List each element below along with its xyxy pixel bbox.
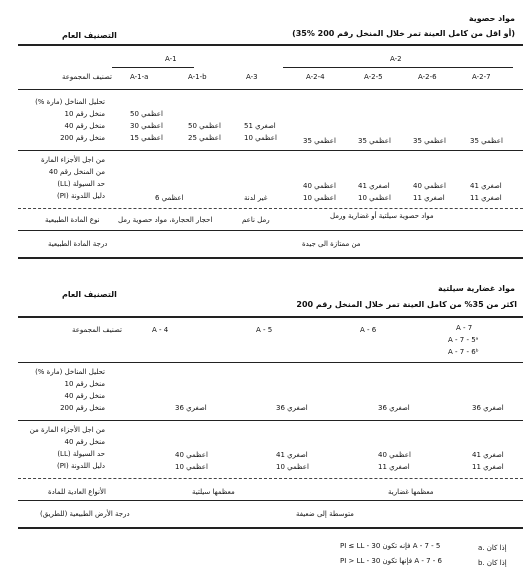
type-label: الأنواع العادية للمادة [48,488,106,496]
group-a25: A-2-5 [364,73,383,81]
table2-top-rule [18,316,523,318]
rating-label: درجة المادة الطبيعية [48,240,108,248]
group-a7: A - 7 [456,324,473,332]
material-a2: مواد حصوية سيلتية أو غضارية ورمل [330,212,434,220]
row-divider [18,500,523,501]
t2-rating-label: درجة الأرض الطبيعية (للطريق) [40,510,130,518]
header-a2: A-2 [390,55,402,63]
material-a1: احجار الحجارة، مواد حصوية رمل [118,216,213,224]
a25-ll: اصغري 41 [358,182,390,190]
a27-sieve-200: اعظمي 35 [470,137,503,145]
a24-pi: اعظمي 10 [303,194,336,202]
fines-label-0: من اجل الأجزاء المارة [41,156,105,164]
t2-sieve-label-0: تحليل المناخل (مارة %) [35,368,105,376]
a24-ll: اعظمي 40 [303,182,336,190]
group-a1b: A-1-b [188,73,207,81]
a6-sieve-200: اصغري 36 [378,404,410,412]
a4-ll: اعظمي 40 [175,451,208,459]
group-a5: A - 5 [256,326,273,334]
note-a-text: PI ≤ LL - 30 فإنه تكون A - 7 - 5 [340,542,441,550]
a6-ll: اعظمي 40 [378,451,411,459]
t2-fines-label-2: (LL) حد السيولة [57,450,105,458]
a24-sieve-200: اعظمي 35 [303,137,336,145]
dashed-divider [18,208,523,209]
group-a24: A-2-4 [306,73,325,81]
a26-ll: اعظمي 40 [413,182,446,190]
table2-title: مواد غضارية سيلتية [438,284,515,293]
a2-span-line [283,67,513,68]
a4-sieve-200: اصغري 36 [175,404,207,412]
table2-subtitle: اكثر من 35% من كامل العينة تمر خلال المنخل رقم 200 [296,300,517,309]
table1-general-class: التصنيف العام [62,31,117,40]
sieve-label-0: تحليل المناخل (مارة %) [35,98,105,106]
group-a4: A - 4 [152,326,169,334]
sieve-label-2: منخل رقم 40 [64,122,105,130]
fines-label-3: (PI) دليل اللدونة [56,192,105,200]
table2-bottom-rule [18,527,523,529]
a3-sieve-200: اعظمي 10 [244,134,277,142]
sieve-label-1: منخل رقم 10 [64,110,105,118]
row-divider [18,150,523,151]
table1-group-label: تصنيف المجموعة [62,73,112,81]
a1-span-line [112,67,194,68]
a1b-sieve-200: اعظمي 25 [188,134,221,142]
group-a3: A-3 [246,73,258,81]
rating-value: من ممتازة الى جيدة [302,240,361,248]
a1a-sieve-200: اعظمي 15 [130,134,163,142]
a6-pi: اصغري 11 [378,463,410,471]
group-a26: A-2-6 [418,73,437,81]
a1b-sieve-40: اعظمي 50 [188,122,221,130]
a26-pi: اصغري 11 [413,194,445,202]
a5-sieve-200: اصغري 36 [276,404,308,412]
material-a3: رمل ناعم [242,216,270,224]
row-divider [18,89,523,90]
note-a-label: a. إذا كان [478,544,507,552]
header-a1: A-1 [165,55,177,63]
group-a6: A - 6 [360,326,377,334]
a7-ll: اصغري 41 [472,451,504,459]
a1-pi: اعظمي 6 [155,194,184,202]
a3-sieve-40: اصغري 51 [244,122,276,130]
a25-sieve-200: اعظمي 35 [358,137,391,145]
t2-rating-value: متوسطة إلى ضعيفة [296,510,354,518]
fines-label-1: من المنخل رقم 40 [48,168,105,176]
row-divider [18,230,523,231]
row-divider [18,420,523,421]
table1-subtitle: (35% أو اقل من كامل العينة تمر خلال المنخل رقم 200) [292,29,515,38]
material-type-label: نوع المادة الطبيعية [45,216,100,224]
table2-group-label: تصنيف المجموعة [72,326,122,334]
a5-pi: اعظمي 10 [276,463,309,471]
t2-fines-label-1: منخل رقم 40 [64,438,105,446]
fines-label-2: (LL) حد السيولة [57,180,105,188]
note-b-text: PI > LL - 30 فإنها تكون A - 7 - 6 [340,557,442,565]
t2-fines-label-3: (PI) دليل اللدونة [56,462,105,470]
a25-pi: اعظمي 10 [358,194,391,202]
sieve-label-3: منخل رقم 200 [60,134,105,142]
a1a-sieve-10: اعظمي 50 [130,110,163,118]
table1-title: مواد حصوية [468,14,515,23]
a4-pi: اعظمي 10 [175,463,208,471]
a5-ll: اصغري 41 [276,451,308,459]
a26-sieve-200: اعظمي 35 [413,137,446,145]
table1-top-rule [18,44,523,46]
t2-fines-label-0: من اجل الأجزاء المارة من [29,426,105,434]
t2-sieve-label-3: منخل رقم 200 [60,404,105,412]
dashed-divider [18,478,523,479]
table2-general-class: التصنيف العام [62,290,117,299]
note-b-label: b. إذا كان [478,559,507,567]
t2-sieve-label-1: منخل رقم 10 [64,380,105,388]
a27-pi: اصغري 11 [470,194,502,202]
a3-nonplastic: غير لدنة [244,194,268,202]
a7-pi: اصغري 11 [472,463,504,471]
group-a75: A - 7 - 5ᵃ [448,336,479,344]
a27-ll: اصغري 41 [470,182,502,190]
table1-bottom-rule [18,257,523,259]
type-clayey: معظمها غضارية [388,488,434,496]
a7-sieve-200: اصغري 36 [472,404,504,412]
group-a76: A - 7 - 6ᵇ [448,348,479,356]
row-divider [18,362,523,363]
group-a27: A-2-7 [472,73,491,81]
a1a-sieve-40: اعظمي 30 [130,122,163,130]
type-silty: معظمها سيلتية [192,488,235,496]
t2-sieve-label-2: منخل رقم 40 [64,392,105,400]
group-a1a: A-1-a [130,73,149,81]
